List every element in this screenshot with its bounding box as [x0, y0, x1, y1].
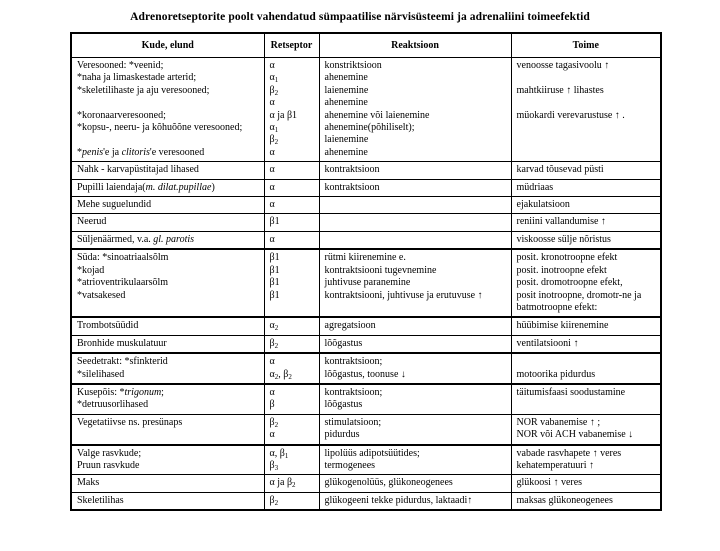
cell-kude: Trombotsüüdid [71, 317, 264, 335]
cell-toime: hüübimise kiirenemine [511, 317, 661, 335]
cell-kude: Süljenäärmed, v.a. gl. parotis [71, 231, 264, 249]
cell-retseptor: α $\alpha_2$, $\beta_2$ [264, 353, 319, 384]
cell-toime: venoosse tagasivoolu ↑ mahtkiiruse ↑ lihastes müokardi verevarustuse ↑ . [511, 58, 661, 162]
cell-kude: Bronhide muskulatuur [71, 335, 264, 353]
cell-kude: Kusepõis: *trigonum; *detruusorlihased [71, 384, 264, 414]
cell-kude: Seedetrakt: *sfinkterid *silelihased [71, 353, 264, 384]
cell-toime: viskoosse sülje nõristus [511, 231, 661, 249]
table-row [71, 475, 661, 492]
table-row [71, 231, 661, 249]
table-row [71, 384, 661, 414]
cell-reaktsioon: rütmi kiirenemine e. kontraktsiooni tugevnemine juhtivuse paranemine kontraktsiooni, juhtivuse ja erutuvuse ↑ [319, 249, 511, 317]
page-title: Adrenoretseptorite poolt vahendatud sümpaatilise närvisüsteemi ja adrenaliini toimeefektid [130, 11, 590, 23]
cell-retseptor: α, $\beta_1$ $\beta_3$ [264, 445, 319, 475]
cell-retseptor: α β [264, 384, 319, 414]
cell-reaktsioon: stimulatsioon; pidurdus [319, 414, 511, 444]
cell-retseptor: $\beta_2$ [264, 335, 319, 353]
cell-kude: Pupilli laiendaja(m. dilat.pupillae) [71, 179, 264, 196]
col-header-kude-elund: Kude, elund [71, 33, 264, 58]
col-header-reaktsioon: Reaktsioon [319, 33, 511, 58]
cell-reaktsioon: lipolüüs adipotsüütides; termogenees [319, 445, 511, 475]
cell-reaktsioon: kontraktsioon [319, 162, 511, 179]
document-page [0, 11, 720, 511]
cell-retseptor: α [264, 197, 319, 214]
cell-toime: müdriaas [511, 179, 661, 196]
cell-toime: ejakulatsioon [511, 197, 661, 214]
cell-toime: motoorika pidurdus [511, 353, 661, 384]
cell-kude: Veresooned: *veenid; *naha ja limaskestade arterid; *skeletilihaste ja aju veresooned; *koronaarveresooned; *kopsu-, neeru- ja kõhuõõne veresooned; *penis'e ja clitoris'e veresooned [71, 58, 264, 162]
cell-reaktsioon [319, 214, 511, 231]
table-row [71, 58, 661, 162]
cell-reaktsioon: kontraktsioon [319, 179, 511, 196]
cell-toime: karvad tõusevad püsti [511, 162, 661, 179]
table-row [71, 214, 661, 231]
cell-reaktsioon [319, 231, 511, 249]
table-row [71, 492, 661, 510]
table-row [71, 162, 661, 179]
cell-kude: Maks [71, 475, 264, 492]
cell-kude: Mehe suguelundid [71, 197, 264, 214]
cell-toime: NOR vabanemise ↑ ; NOR või ACH vabanemise ↓ [511, 414, 661, 444]
cell-reaktsioon: agregatsioon [319, 317, 511, 335]
cell-retseptor: α [264, 179, 319, 196]
table-row [71, 317, 661, 335]
cell-retseptor: α ja $\beta_2$ [264, 475, 319, 492]
cell-toime: täitumisfaasi soodustamine [511, 384, 661, 414]
table-row [71, 179, 661, 196]
cell-toime: ventilatsiooni ↑ [511, 335, 661, 353]
col-header-toime: Toime [511, 33, 661, 58]
cell-retseptor: $\alpha_2$ [264, 317, 319, 335]
table-row [71, 197, 661, 214]
cell-toime: glükoosi ↑ veres [511, 475, 661, 492]
cell-reaktsioon [319, 197, 511, 214]
cell-reaktsioon: kontraktsioon; lõõgastus, toonuse ↓ [319, 353, 511, 384]
cell-toime: reniini vallandumise ↑ [511, 214, 661, 231]
table-row [71, 353, 661, 384]
table-row [71, 414, 661, 444]
cell-reaktsioon: glükogeeni tekke pidurdus, laktaadi↑ [319, 492, 511, 510]
cell-reaktsioon: glükogenolüüs, glükoneogenees [319, 475, 511, 492]
cell-retseptor: $\beta_2$ α [264, 414, 319, 444]
cell-retseptor: β1 β1 β1 β1 [264, 249, 319, 317]
header-row [71, 33, 661, 58]
table-row [71, 335, 661, 353]
table-body [71, 58, 661, 511]
cell-kude: Skeletilihas [71, 492, 264, 510]
cell-kude: Süda: *sinoatriaalsõlm *kojad *atrioventrikulaarsõlm *vatsakesed [71, 249, 264, 317]
col-header-retseptor: Retseptor [264, 33, 319, 58]
cell-toime: posit. kronotroopne efekt posit. inotroopne efekt posit. dromotroopne efekt, posit inotroopne, dromotr-ne ja batmotroopne efekt: [511, 249, 661, 317]
cell-kude: Neerud [71, 214, 264, 231]
adrenoreceptor-table [70, 32, 662, 511]
cell-toime: vabade rasvhapete ↑ veres kehatemperatuuri ↑ [511, 445, 661, 475]
cell-reaktsioon: kontraktsioon; lõõgastus [319, 384, 511, 414]
cell-kude: Nahk - karvapüstitajad lihased [71, 162, 264, 179]
cell-kude: Valge rasvkude; Pruun rasvkude [71, 445, 264, 475]
cell-retseptor: β1 [264, 214, 319, 231]
table-row [71, 249, 661, 317]
cell-reaktsioon: konstriktsioon ahenemine laienemine ahenemine ahenemine või laienemine ahenemine(põhiliselt); laienemine ahenemine [319, 58, 511, 162]
cell-retseptor: $\beta_2$ [264, 492, 319, 510]
cell-reaktsioon: lõõgastus [319, 335, 511, 353]
table-row [71, 445, 661, 475]
cell-kude: Vegetatiivse ns. presünaps [71, 414, 264, 444]
cell-retseptor: α [264, 162, 319, 179]
cell-toime: maksas glükoneogenees [511, 492, 661, 510]
cell-retseptor: α $\alpha_1$ $\beta_2$ α α ja β1 $\alpha_1$ $\beta_2$ α [264, 58, 319, 162]
cell-retseptor: α [264, 231, 319, 249]
